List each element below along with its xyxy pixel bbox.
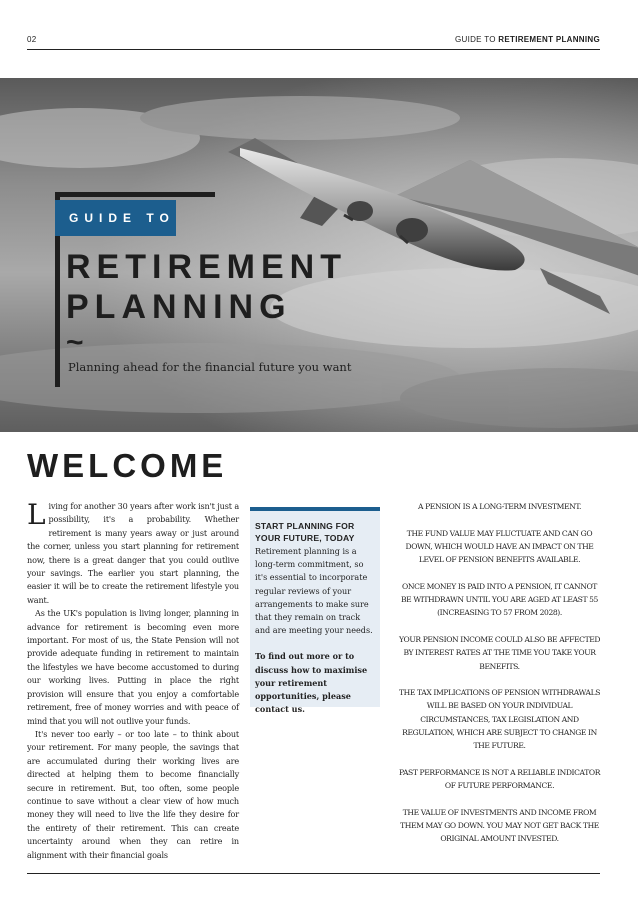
- disclaimer-item: PAST PERFORMANCE IS NOT A RELIABLE INDICATOR OF FUTURE PERFORMANCE.: [398, 767, 601, 791]
- drop-cap: L: [27, 498, 46, 531]
- title-line-1: RETIREMENT: [66, 248, 347, 286]
- welcome-paragraph-1-text: iving for another 30 years after work isn't just a possibility, it's a probability. Whether retirement is many years away or just around the corner, unless you start planning for retirement now, there is a great danger that you could outlive your savings. The earlier you start planning, the easier it will be to create the retirement lifestyle you want.: [27, 501, 239, 605]
- welcome-paragraph-3: It's never too early – or too late – to think about your retirement. For many people, the savings that are accumulated during their working lives are directed at helping them to become financially secure in retirement. But, too often, some people continue to save without a clear view of how much money they will need to live the life they desire for the entirety of their retirement. This can create uncertainty around when they can retire in alignment with their financial goals: [27, 728, 239, 860]
- disclaimer-column: [398, 500, 601, 859]
- running-title-prefix: GUIDE TO: [454, 35, 499, 44]
- title-line-2: PLANNING: [66, 288, 292, 326]
- sidebar-heading: START PLANNING FOR YOUR FUTURE, TODAY: [255, 521, 355, 543]
- sidebar-contact-text: To find out more or to discuss how to maximise your retirement opportunities, please contact us.: [255, 651, 368, 715]
- running-title: [455, 35, 600, 44]
- page-number: 02: [27, 35, 37, 44]
- disclaimer-item: THE FUND VALUE MAY FLUCTUATE AND CAN GO DOWN, WHICH WOULD HAVE AN IMPACT ON THE LEVEL OF PENSION BENEFITS AVAILABLE.: [405, 528, 594, 565]
- footer-divider: [27, 873, 600, 874]
- disclaimer-item: THE TAX IMPLICATIONS OF PENSION WITHDRAWALS WILL BE BASED ON YOUR INDIVIDUAL CIRCUMSTANCES, TAX LEGISLATION AND REGULATION, WHICH ARE SUBJECT TO CHANGE IN THE FUTURE.: [398, 688, 601, 751]
- running-title-bold: RETIREMENT PLANNING: [498, 35, 600, 44]
- guide-to-label: GUIDE TO: [55, 200, 176, 236]
- disclaimer-item: A PENSION IS A LONG-TERM INVESTMENT.: [418, 502, 581, 511]
- welcome-paragraph-1: [27, 500, 239, 607]
- page-header: [27, 32, 600, 50]
- welcome-heading: WELCOME: [27, 447, 228, 484]
- sidebar-callout: [250, 507, 380, 715]
- welcome-paragraph-2: As the UK's population is living longer, planning in advance for retirement is becoming even more important. For most of us, the State Pension will not provide adequate funding in retirement to maintain the lifestyles we have become accustomed to during our working lives. Putting in place the right provision will ensure that you enjoy a comfortable retirement, free of money worries and with peace of mind that you will not outlive your funds.: [27, 608, 239, 726]
- disclaimer-item: THE VALUE OF INVESTMENTS AND INCOME FROM THEM MAY GO DOWN. YOU MAY NOT GET BACK THE ORIGINAL AMOUNT INVESTED.: [400, 807, 599, 844]
- disclaimer-item: ONCE MONEY IS PAID INTO A PENSION, IT CANNOT BE WITHDRAWN UNTIL YOU ARE AGED AT LEAST 55 (INCREASING TO 57 FROM 2028).: [400, 581, 598, 618]
- page-title: [66, 247, 347, 327]
- sidebar-body: Retirement planning is a long-term commitment, so it's essential to incorporate regular reviews of your arrangements to make sure that they remain on track and are meeting your needs.: [255, 546, 373, 636]
- welcome-body: [27, 500, 239, 862]
- disclaimer-item: YOUR PENSION INCOME COULD ALSO BE AFFECTED BY INTEREST RATES AT THE TIME YOU TAKE YOUR BENEFITS.: [398, 634, 601, 671]
- header-divider: [27, 49, 600, 50]
- tilde-ornament: ~: [66, 326, 84, 359]
- page-subtitle: Planning ahead for the financial future you want: [68, 360, 352, 374]
